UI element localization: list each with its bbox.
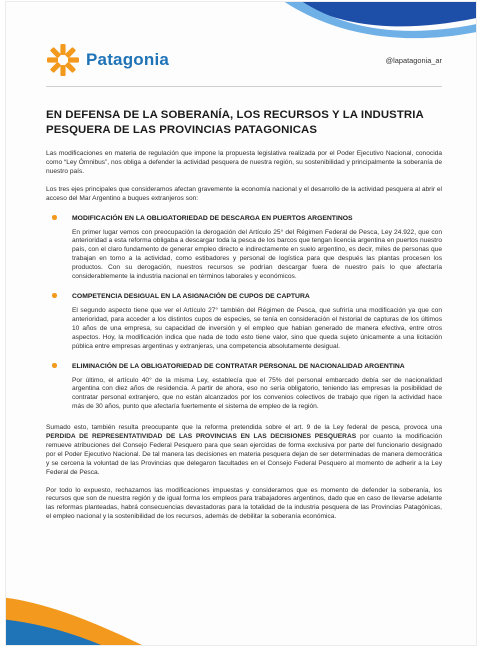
list-item-title: MODIFICACIÓN EN LA OBLIGATORIEDAD DE DESCARGA EN PUERTOS ARGENTINOS	[72, 214, 353, 222]
list-item-text: En primer lugar vemos con preocupación la derogación del Artículo 25° del Régimen Federal de Pesca, Ley 24.922, que con anterioridad a esta reforma obligaba a descargar toda la pesca de los barcos que tengan licencia argentina en puertos nuestro país, con el claro fundamento de generar empleo directo e indirectamente en suelo argentino, es decir, miles de personas que trabajan en torno a la actividad, como estibadores y personal de logística para que después las plantas procesen los productos. Con su derogación, nuestros recursos se podrían descargar fuera de nuestro país lo que afectaría considerablemente la industria nacional en términos laborales y económicos.	[72, 228, 442, 281]
header-divider	[46, 86, 442, 87]
intro-paragraph-1: Las modificaciones en materia de regulación que impone la propuesta legislativa realizada por el Poder Ejecutivo Nacional, conocida como “Ley Ómnibus”, nos obliga a defender la actividad pesquera de nuestra región, su sostenibilidad y principalmente la soberanía de nuestro país.	[46, 150, 442, 175]
social-handle: @lapatagonia_ar	[385, 55, 442, 65]
list-item	[46, 292, 442, 352]
list-item	[46, 214, 442, 282]
document-body	[46, 108, 442, 531]
brand	[46, 43, 169, 77]
patagonia-star-logo-icon	[46, 43, 80, 77]
closing-paragraph-2: Por todo lo expuesto, rechazamos las modificaciones impuestas y consideramos que es momento de defender la soberanía, los recursos que son de nuestra región y de igual forma los empleos para trabajadores argentinos, dado que en caso de llevarse adelante las reformas planteadas, habrá consecuencias devastadoras para la totalidad de la industria pesquera de las Provincias Patagónicas, el empleo nacional y la sostenibilidad de los recursos, además de debilitar la soberanía económica.	[46, 486, 442, 521]
closing-paragraph-1	[46, 424, 442, 477]
document-title: EN DEFENSA DE LA SOBERANÍA, LOS RECURSOS Y LA INDUSTRIA PESQUERA DE LAS PROVINCIAS PATAGONICAS	[46, 109, 424, 136]
list-item-text: El segundo aspecto tiene que ver el Artículo 27° también del Régimen de Pesca, que sufriría una modificación ya que con anterioridad, para acceder a los distintos cupos de especies, se tenía en consideración el historial de capturas de los últimos 10 años de una empresa, su capacidad de inversión y el empleo que habían generado de manera efectiva, entre otros aspectos. Hoy, la modificación indica que nada de todo esto tiene valor, sino que queda sujeto únicamente a una licitación pública entre empresas argentinas y extranjeras, una competencia absolutamente desigual.	[72, 306, 442, 350]
list-item-title: COMPETENCIA DESIGUAL EN LA ASIGNACIÓN DE CUPOS DE CAPTURA	[72, 292, 310, 300]
document-header	[46, 40, 442, 80]
list-item	[46, 362, 442, 413]
orange-dot-icon	[52, 293, 57, 298]
closing-text-after: por cuanto la modificación remueve atribuciones del Consejo Federal Pesquero para que sean ejercidas de forma exclusiva por parte del funcionario designado por el Poder Ejecutivo Nacional. De tal manera las decisiones en materia pesquera dejan de ser determinadas de manera democrática y se cercena la voluntad de las Provincias que delegaron facultades en el Consejo Federal Pesquero al momento de adherir a la Ley Federal de Pesca.	[46, 433, 442, 476]
list-item-text: Por último, el artículo 40° de la misma Ley, establecía que el 75% del personal embarcado debía ser de nacionalidad argentina con diez años de residencia. A partir de ahora, eso no sería obligatorio, teniendo las empresas la posibilidad de contratar personal extranjero, que no están alcanzados por los convenios colectivos de trabajo que rigen la actividad hace más de 30 años, punto que afectaría fuertemente el sistema de empleo de la región.	[72, 376, 442, 411]
document-page	[6, 2, 476, 645]
closing-text-before: Sumado esto, también resulta preocupante que la reforma pretendida sobre el art. 9 de la Ley federal de pesca, provoca una	[46, 424, 442, 432]
closing-text-emphasis: PERDIDA DE REPRESENTATIVIDAD DE LAS PROVINCIAS EN LAS DECISIONES PESQUERAS	[46, 433, 357, 441]
brand-name: Patagonia	[86, 50, 170, 69]
decorative-wave-bottom	[6, 579, 200, 645]
list-item-title: ELIMINACIÓN DE LA OBLIGATORIEDAD DE CONTRATAR PERSONAL DE NACIONALIDAD ARGENTINA	[72, 362, 405, 370]
orange-dot-icon	[52, 215, 57, 220]
orange-dot-icon	[52, 363, 57, 368]
intro-paragraph-2: Los tres ejes principales que consideramos afectan gravemente la economía nacional y el desarrollo de la actividad pesquera al abrir el acceso del Mar Argentino a buques extranjeros son:	[46, 185, 442, 202]
